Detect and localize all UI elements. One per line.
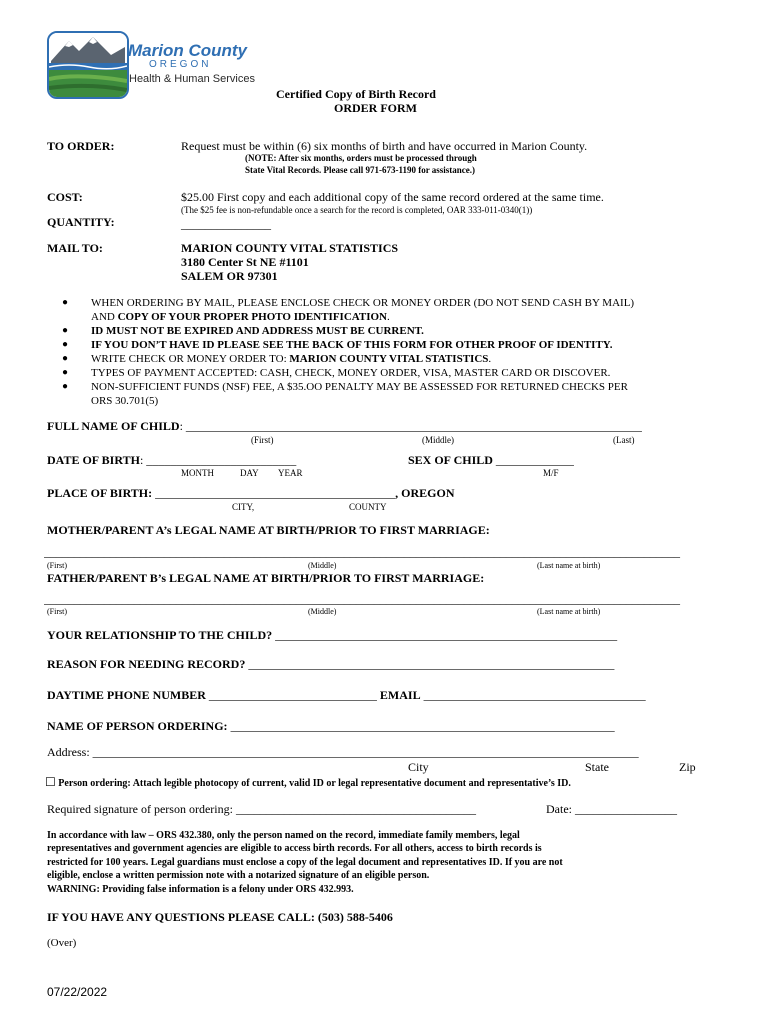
instruction-6-line-1: NON-SUFFICIENT FUNDS (NSF) FEE, A $35.OO PENALTY MAY BE ASSESSED FOR RETURNED CHECKS PER	[91, 381, 628, 393]
reason-field[interactable]: _____________________________________________________________	[248, 657, 615, 671]
orderer-row	[47, 719, 615, 734]
law-warning: WARNING: Providing false information is a felony under ORS 432.993.	[47, 884, 354, 895]
sex-caption: M/F	[543, 468, 559, 478]
instruction-1-line-2	[91, 311, 390, 323]
parent-a-field[interactable]: __________________________________________________________________________________________________________	[44, 545, 680, 559]
mail-to-line-2: 3180 Center St NE #1101	[181, 255, 309, 269]
address-label: Address:	[47, 745, 90, 759]
child-first-caption: (First)	[251, 435, 274, 445]
sex-field[interactable]: _____________	[495, 453, 574, 467]
parent-b-last-caption: (Last name at birth)	[537, 607, 601, 616]
child-name-row	[47, 419, 642, 434]
cost-label: COST:	[47, 190, 83, 204]
parent-b-field[interactable]: __________________________________________________________________________________________________________	[44, 592, 680, 606]
revision-date: 07/22/2022	[47, 985, 108, 999]
relationship-row	[47, 628, 617, 643]
dob-day-caption: DAY	[240, 468, 259, 478]
pob-field[interactable]: ________________________________________	[155, 486, 396, 500]
signature-row	[47, 802, 476, 817]
parent-b-first-caption: (First)	[47, 607, 67, 616]
dob-label: DATE OF BIRTH	[47, 453, 140, 467]
attach-id-bold: Person ordering	[58, 778, 128, 789]
to-order-note-1: (NOTE: After six months, orders must be processed through	[245, 153, 477, 163]
address-city-caption: City	[408, 760, 429, 774]
instruction-3: IF YOU DON’T HAVE ID PLEASE SEE THE BACK OF THIS FORM FOR OTHER PROOF OF IDENTITY.	[91, 339, 613, 351]
orderer-label: NAME OF PERSON ORDERING:	[47, 719, 228, 733]
orderer-field[interactable]: ________________________________________________________________	[230, 719, 615, 733]
instruction-1-line-1: WHEN ORDERING BY MAIL, PLEASE ENCLOSE CHECK OR MONEY ORDER (DO NOT SEND CASH BY MAIL)	[91, 297, 635, 309]
dob-colon: :	[139, 453, 144, 467]
to-order-note-2: State Vital Records. Please call 971-673-1190 for assistance.)	[245, 165, 476, 175]
reason-label: REASON FOR NEEDING RECORD?	[47, 657, 246, 671]
pob-county-caption: COUNTY	[349, 502, 387, 512]
parent-a-first-caption: (First)	[47, 561, 67, 570]
logo-title: Marion County	[128, 41, 247, 60]
address-state-caption: State	[585, 760, 609, 774]
relationship-label: YOUR RELATIONSHIP TO THE CHILD?	[47, 628, 273, 642]
date-field[interactable]: _________________	[575, 802, 677, 816]
child-name-label: FULL NAME OF CHILD	[47, 419, 180, 433]
signature-field[interactable]: ________________________________________	[235, 802, 476, 816]
instruction-1-suffix: .	[387, 311, 390, 323]
sex-label: SEX OF CHILD	[408, 453, 493, 467]
instruction-6-line-2: ORS 30.701(5)	[91, 395, 159, 407]
bullet-icon: ●	[62, 367, 69, 378]
law-line-2: representatives and government agencies are eligible to access birth records. For all others, access to birth records is	[47, 843, 542, 854]
form-subtitle: ORDER FORM	[334, 101, 417, 115]
email-label: EMAIL	[379, 688, 421, 702]
parent-a-label: MOTHER/PARENT A’s LEGAL NAME AT BIRTH/PRIOR TO FIRST MARRIAGE:	[47, 523, 490, 537]
bullet-icon: ●	[62, 297, 69, 308]
logo-department: Health & Human Services	[129, 73, 255, 85]
instruction-4-bold: MARION COUNTY VITAL STATISTICS	[289, 353, 489, 365]
law-line-4: eligible, enclose a written permission note with a notarized signature of an eligible person.	[47, 870, 430, 881]
child-middle-caption: (Middle)	[422, 435, 454, 445]
instruction-4-prefix: WRITE CHECK OR MONEY ORDER TO:	[91, 353, 290, 365]
dob-field[interactable]: _________________________	[146, 453, 297, 467]
phone-field[interactable]: ____________________________	[208, 688, 377, 702]
form-title: Certified Copy of Birth Record	[276, 87, 436, 101]
law-line-3: restricted for 100 years. Legal guardians must enclose a copy of the legal document and representatives ID. If you are not	[47, 857, 563, 868]
attach-id-text: : Attach legible photocopy of current, valid ID or legal representative document and representative’s ID.	[127, 778, 571, 789]
parent-b-middle-caption: (Middle)	[308, 607, 337, 616]
pob-oregon: , OREGON	[395, 486, 455, 500]
marion-county-logo	[47, 31, 129, 99]
mail-to-line-3: SALEM OR 97301	[181, 269, 278, 283]
instruction-4-suffix: .	[488, 353, 492, 365]
mail-to-line-1: MARION COUNTY VITAL STATISTICS	[181, 241, 399, 255]
over-note: (Over)	[47, 937, 77, 949]
to-order-label: TO ORDER:	[47, 139, 115, 153]
child-last-caption: (Last)	[613, 435, 635, 445]
parent-a-last-caption: (Last name at birth)	[537, 561, 601, 570]
signature-label: Required signature of person ordering:	[47, 802, 233, 816]
bullet-icon: ●	[62, 339, 69, 350]
instruction-2: ID MUST NOT BE EXPIRED AND ADDRESS MUST BE CURRENT.	[91, 325, 424, 337]
quantity-label: QUANTITY:	[47, 215, 115, 229]
bullet-icon: ●	[62, 353, 69, 364]
cost-text: $25.00 First copy and each additional copy of the same record ordered at the same time.	[181, 190, 604, 204]
mail-to-label: MAIL TO:	[47, 241, 103, 255]
date-row	[546, 802, 677, 817]
to-order-text: Request must be within (6) six months of birth and have occurred in Marion County.	[181, 139, 588, 153]
bullet-icon: ●	[62, 381, 69, 392]
reason-row	[47, 657, 614, 672]
dob-row	[47, 453, 296, 468]
quantity-field[interactable]: _______________	[181, 217, 271, 231]
phone-label: DAYTIME PHONE NUMBER	[47, 688, 206, 702]
instruction-1-prefix: AND	[91, 311, 118, 323]
date-label: Date:	[546, 802, 572, 816]
law-line-1: In accordance with law – ORS 432.380, only the person named on the record, immediate family members, legal	[47, 830, 520, 841]
child-name-field[interactable]: ____________________________________________________________________________	[185, 419, 642, 433]
address-field[interactable]: ___________________________________________________________________________________________	[92, 745, 639, 759]
sex-row	[408, 453, 574, 468]
dob-month-caption: MONTH	[181, 468, 214, 478]
email-field[interactable]: _____________________________________	[423, 688, 646, 702]
dob-year-caption: YEAR	[278, 468, 303, 478]
address-zip-caption: Zip	[679, 760, 696, 774]
bullet-icon: ●	[62, 325, 69, 336]
attach-id-checkbox[interactable]: ☐	[45, 775, 56, 789]
child-name-colon: :	[179, 419, 183, 433]
mountain-landscape-icon	[49, 33, 127, 97]
attach-id-row	[45, 775, 571, 790]
pob-city-caption: CITY,	[232, 502, 255, 512]
instruction-1-bold: COPY OF YOUR PROPER PHOTO IDENTIFICATION	[117, 311, 388, 323]
instruction-5: TYPES OF PAYMENT ACCEPTED: CASH, CHECK, MONEY ORDER, VISA, MASTER CARD OR DISCOVER.	[91, 367, 611, 379]
questions-line: IF YOU HAVE ANY QUESTIONS PLEASE CALL: (503) 588-5406	[47, 910, 393, 924]
parent-b-label: FATHER/PARENT B’s LEGAL NAME AT BIRTH/PRIOR TO FIRST MARRIAGE:	[47, 571, 485, 585]
address-row	[47, 745, 639, 760]
instruction-4	[91, 353, 491, 365]
logo-subtitle: OREGON	[149, 59, 212, 70]
parent-a-middle-caption: (Middle)	[308, 561, 337, 570]
relationship-field[interactable]: _________________________________________________________	[275, 628, 618, 642]
pob-row	[47, 486, 454, 501]
cost-note: (The $25 fee is non-refundable once a search for the record is completed, OAR 333-011-0340(1))	[181, 205, 533, 215]
phone-email-row	[47, 688, 646, 703]
pob-label: PLACE OF BIRTH:	[47, 486, 153, 500]
